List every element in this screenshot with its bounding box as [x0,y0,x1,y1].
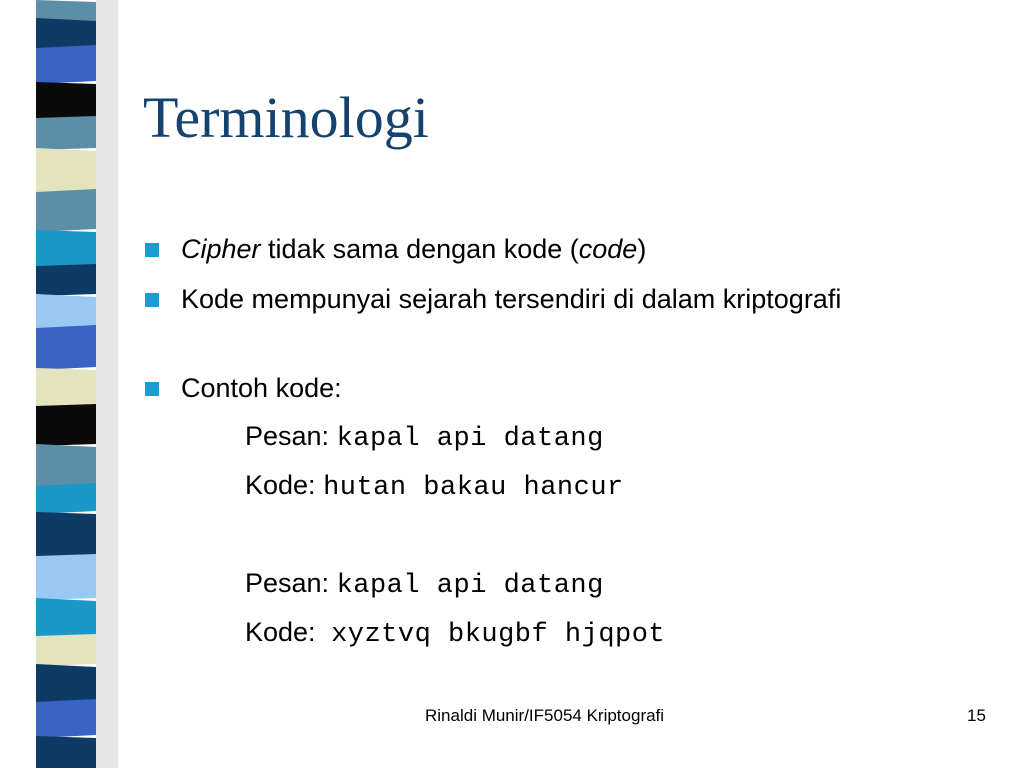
stripe-band-15 [36,483,96,514]
stripe-band-3 [36,45,96,84]
code-term: code [578,234,638,264]
slide-page-number: 15 [967,706,986,725]
example-2-kode [245,612,665,655]
stripe-band-5 [36,116,96,150]
bullet-3-text: Contoh kode: [181,373,342,403]
stripe-band-4 [36,82,96,122]
slide-title: Terminologi [143,85,429,150]
bullet-square-icon [145,243,159,257]
stripe-band-13 [36,404,96,446]
stripe-band-17 [36,554,96,600]
kode-value: xyztvq bkugbf hjqpot [331,620,666,650]
example-1-kode [245,465,624,508]
footer-author-course: Rinaldi Munir/IF5054 Kriptografi [425,706,665,725]
stripe-band-16 [36,512,96,560]
bullet-2-text: Kode mempunyai sejarah tersendiri di dalam kriptografi [181,284,842,314]
kode-value: hutan bakau hancur [323,473,624,503]
stripe-band-19 [36,634,96,666]
stripe-band-8 [36,230,96,270]
example-1-pesan [245,416,604,459]
decorative-stripe-bar [0,0,120,768]
bullet-square-icon [145,293,159,307]
stripe-band-7 [36,189,96,232]
bullet-1-text: tidak sama dengan kode ( [260,234,579,264]
bullet-square-icon [145,382,159,396]
stripe-band-9 [36,264,96,296]
pesan-value: kapal api datang [336,571,604,601]
kode-label: Kode: [245,470,316,500]
stripe-band-12 [36,368,96,410]
bullet-1-end: ) [637,234,647,264]
pesan-value: kapal api datang [336,424,604,454]
pesan-label: Pesan: [245,568,330,598]
pesan-label: Pesan: [245,421,330,451]
stripe-band-11 [36,325,96,370]
stripe-shadow [96,0,118,768]
stripe-band-21 [36,699,96,738]
example-2-pesan [245,563,604,606]
kode-label: Kode: [245,617,316,647]
cipher-term: Cipher [181,234,261,264]
stripe-band-22 [36,736,96,768]
